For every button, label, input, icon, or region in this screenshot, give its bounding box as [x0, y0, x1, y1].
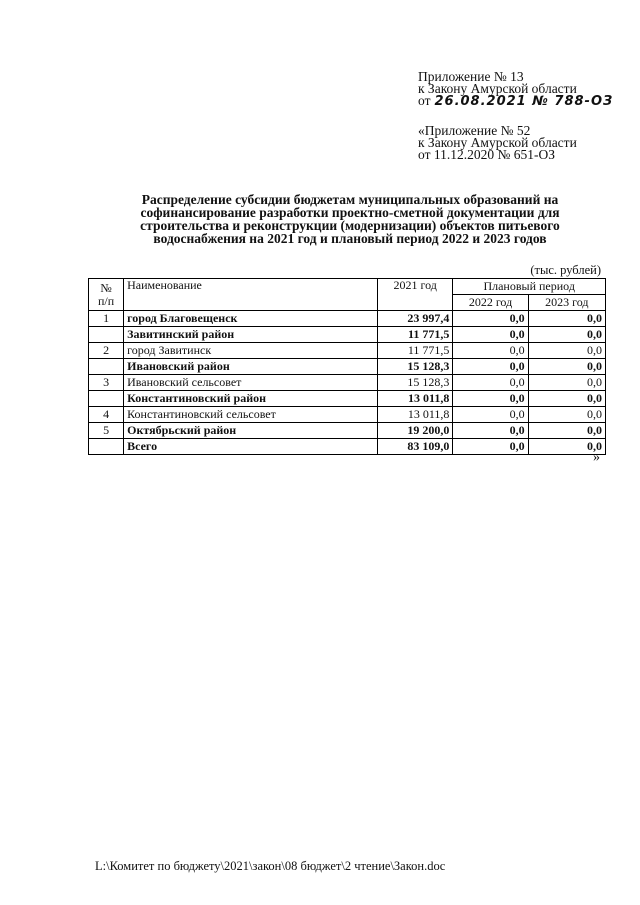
row-2023: 0,0	[528, 423, 605, 439]
row-2022: 0,0	[453, 359, 528, 375]
title-line-2: софинансирование разработки проектно-сметной документации для	[140, 205, 560, 220]
table-row	[89, 391, 606, 407]
table-row	[89, 359, 606, 375]
row-2021: 19 200,0	[378, 423, 453, 439]
row-name: Октябрьский район	[124, 423, 378, 439]
row-number	[89, 391, 124, 407]
row-name: Ивановский сельсовет	[124, 375, 378, 391]
units-label: (тыс. рублей)	[530, 263, 601, 277]
annex-header-previous	[418, 125, 577, 161]
row-name: Всего	[124, 439, 378, 455]
table-row	[89, 375, 606, 391]
row-name: город Завитинск	[124, 343, 378, 359]
header-2023: 2023 год	[528, 295, 605, 311]
row-2023: 0,0	[528, 359, 605, 375]
row-2022: 0,0	[453, 343, 528, 359]
row-number	[89, 439, 124, 455]
row-number: 2	[89, 343, 124, 359]
header-2022: 2022 год	[453, 295, 528, 311]
table-row-total	[89, 439, 606, 455]
row-number: 3	[89, 375, 124, 391]
title-line-4: водоснабжения на 2021 год и плановый период 2022 и 2023 годов	[153, 231, 547, 246]
row-number	[89, 327, 124, 343]
header-2021: 2021 год	[378, 279, 453, 311]
row-number: 4	[89, 407, 124, 423]
row-2022: 0,0	[453, 423, 528, 439]
row-2021: 13 011,8	[378, 391, 453, 407]
row-name: Константиновский сельсовет	[124, 407, 378, 423]
row-2021: 15 128,3	[378, 359, 453, 375]
prev-annex-date: от 11.12.2020 № 651-ОЗ	[418, 147, 555, 162]
row-2021: 83 109,0	[378, 439, 453, 455]
row-name: Константиновский район	[124, 391, 378, 407]
prev-annex-law: к Закону Амурской области	[418, 135, 577, 150]
header-name: Наименование	[124, 279, 378, 311]
row-2022: 0,0	[453, 391, 528, 407]
annex-date-line	[418, 95, 613, 108]
annex-law: к Закону Амурской области	[418, 81, 577, 96]
subsidy-table	[88, 278, 606, 455]
row-2023: 0,0	[528, 343, 605, 359]
row-2022: 0,0	[453, 407, 528, 423]
row-2022: 0,0	[453, 439, 528, 455]
header-planned-period: Плановый период	[453, 279, 606, 295]
row-2021: 11 771,5	[378, 343, 453, 359]
row-number	[89, 359, 124, 375]
table-row	[89, 311, 606, 327]
table-row	[89, 343, 606, 359]
row-2023: 0,0	[528, 391, 605, 407]
document-title	[60, 193, 640, 245]
row-2023: 0,0	[528, 375, 605, 391]
row-2022: 0,0	[453, 311, 528, 327]
title-line-1: Распределение субсидии бюджетам муниципальных образований на	[141, 192, 559, 207]
row-2021: 23 997,4	[378, 311, 453, 327]
closing-quote: »	[593, 450, 600, 465]
annex-from-prefix: от	[418, 93, 431, 108]
row-name: Ивановский район	[124, 359, 378, 375]
row-number: 1	[89, 311, 124, 327]
header-number-line-1: №	[100, 280, 112, 295]
annex-number: Приложение № 13	[418, 69, 524, 84]
title-line-3: строительства и реконструкции (модернизации) объектов питьевого	[140, 218, 560, 233]
header-number	[89, 279, 124, 311]
row-name: Завитинский район	[124, 327, 378, 343]
handwritten-date-number: 26.08.2021 № 788-ОЗ	[434, 94, 614, 109]
row-2023: 0,0	[528, 327, 605, 343]
footer-file-path: L:\Комитет по бюджету\2021\закон\08 бюджет\2 чтение\Закон.doc	[95, 859, 446, 873]
table-row	[89, 327, 606, 343]
prev-annex-number: «Приложение № 52	[418, 123, 531, 138]
row-number: 5	[89, 423, 124, 439]
header-number-line-2: п/п	[97, 293, 115, 308]
row-2023: 0,0	[528, 311, 605, 327]
row-2021: 11 771,5	[378, 327, 453, 343]
row-name: город Благовещенск	[124, 311, 378, 327]
row-2022: 0,0	[453, 327, 528, 343]
table-row	[89, 407, 606, 423]
row-2021: 13 011,8	[378, 407, 453, 423]
row-2022: 0,0	[453, 375, 528, 391]
table-row	[89, 423, 606, 439]
row-2023: 0,0	[528, 407, 605, 423]
annex-header-current	[418, 71, 613, 108]
row-2023: 0,0	[528, 439, 605, 455]
row-2021: 15 128,3	[378, 375, 453, 391]
